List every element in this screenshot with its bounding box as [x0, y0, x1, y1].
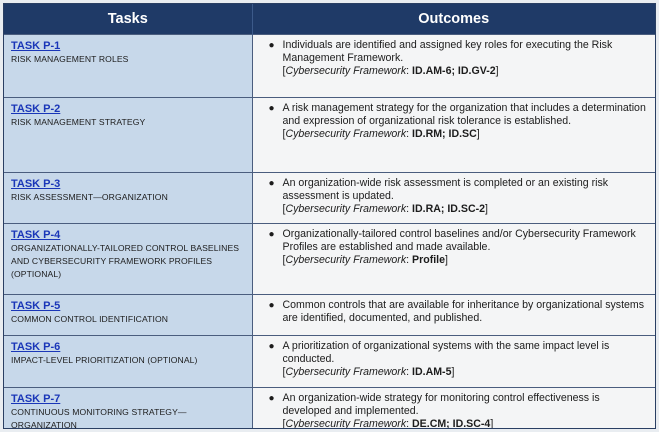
framework-codes: ID.RM; ID.SC: [412, 128, 477, 140]
table-header-row: [4, 4, 655, 35]
task-cell: [4, 98, 252, 173]
framework-label: Cybersecurity Framework: [285, 366, 407, 378]
outcome-text: Common controls that are available for inheritance by organizational systems are identified, documented, and published.: [282, 299, 645, 324]
table-row: [4, 224, 655, 295]
task-link[interactable]: TASK P-7: [11, 393, 61, 405]
outcome-item: [269, 39, 650, 78]
framework-reference: [Cybersecurity Framework: ID.RA; ID.SC-2]: [282, 203, 488, 215]
outcome-item: [269, 102, 650, 141]
outcome-item: [269, 392, 650, 429]
tasks-outcomes-table-frame: [3, 3, 656, 429]
outcome-item: [269, 340, 650, 379]
outcome-text: A prioritization of organizational systems with the same impact level is conducted.: [282, 340, 610, 365]
outcome-text: A risk management strategy for the organization that includes a determination and expression of organizational risk tolerance is established.: [282, 102, 646, 127]
outcome-text: Individuals are identified and assigned key roles for executing the Risk Management Framework.: [282, 39, 613, 64]
outcome-text: Organizationally-tailored control baselines and/or Cybersecurity Framework Profiles are established and made available.: [282, 228, 636, 253]
outcome-cell: [252, 336, 655, 388]
framework-codes: ID.AM-6; ID.GV-2: [412, 65, 496, 77]
task-cell: [4, 336, 252, 388]
task-cell: [4, 173, 252, 224]
framework-reference: [Cybersecurity Framework: ID.AM-5]: [282, 366, 455, 378]
task-name: COMMON CONTROL IDENTIFICATION: [11, 314, 169, 324]
outcome-item: [269, 177, 650, 216]
task-name: CONTINUOUS MONITORING STRATEGY—ORGANIZATION: [11, 407, 187, 429]
outcome-cell: [252, 295, 655, 336]
task-name: RISK MANAGEMENT STRATEGY: [11, 117, 146, 127]
task-name: RISK ASSESSMENT—ORGANIZATION: [11, 192, 168, 202]
task-link[interactable]: TASK P-3: [11, 178, 61, 190]
framework-reference: [Cybersecurity Framework: ID.AM-6; ID.GV-2]: [282, 65, 499, 77]
task-link[interactable]: TASK P-1: [11, 40, 61, 52]
task-cell: [4, 35, 252, 98]
outcome-item: [269, 299, 650, 325]
table-row: [4, 98, 655, 173]
task-cell: [4, 388, 252, 430]
tasks-outcomes-table: [4, 4, 655, 429]
bullet-icon: ●: [268, 40, 275, 51]
outcome-cell: [252, 388, 655, 430]
bullet-icon: ●: [268, 393, 275, 404]
bullet-icon: ●: [268, 300, 275, 311]
table-row: [4, 295, 655, 336]
framework-label: Cybersecurity Framework: [285, 254, 407, 266]
outcome-text: An organization-wide risk assessment is completed or an existing risk assessment is updated.: [282, 177, 609, 202]
table-row: [4, 173, 655, 224]
framework-reference: [Cybersecurity Framework: Profile]: [282, 254, 448, 266]
framework-label: Cybersecurity Framework: [285, 65, 407, 77]
table-row: [4, 388, 655, 430]
outcome-cell: [252, 35, 655, 98]
framework-codes: Profile: [412, 254, 445, 266]
task-link[interactable]: TASK P-6: [11, 341, 61, 353]
framework-label: Cybersecurity Framework: [285, 128, 407, 140]
bullet-icon: ●: [268, 229, 275, 240]
table-row: [4, 35, 655, 98]
outcome-cell: [252, 224, 655, 295]
outcome-item: [269, 228, 650, 267]
framework-reference: [Cybersecurity Framework: ID.RM; ID.SC]: [282, 128, 480, 140]
outcomes-column-header: Outcomes: [252, 4, 655, 35]
framework-codes: DE.CM; ID.SC-4: [412, 418, 491, 429]
bullet-icon: ●: [268, 103, 275, 114]
framework-label: Cybersecurity Framework: [285, 418, 407, 429]
task-name: ORGANIZATIONALLY-TAILORED CONTROL BASELINES AND CYBERSECURITY FRAMEWORK PROFILES (OPTIONAL): [11, 243, 240, 279]
task-name: IMPACT-LEVEL PRIORITIZATION (OPTIONAL): [11, 355, 198, 365]
outcome-cell: [252, 173, 655, 224]
framework-reference: [Cybersecurity Framework: DE.CM; ID.SC-4]: [282, 418, 494, 429]
framework-codes: ID.AM-5: [412, 366, 452, 378]
outcome-cell: [252, 98, 655, 173]
task-cell: [4, 295, 252, 336]
bullet-icon: ●: [268, 178, 275, 189]
framework-codes: ID.RA; ID.SC-2: [412, 203, 486, 215]
framework-label: Cybersecurity Framework: [285, 203, 407, 215]
task-cell: [4, 224, 252, 295]
outcome-text: An organization-wide strategy for monitoring control effectiveness is developed and implemented.: [282, 392, 600, 417]
table-row: [4, 336, 655, 388]
tasks-column-header: Tasks: [4, 4, 252, 35]
task-link[interactable]: TASK P-4: [11, 229, 61, 241]
task-name: RISK MANAGEMENT ROLES: [11, 54, 129, 64]
task-link[interactable]: TASK P-2: [11, 103, 61, 115]
task-link[interactable]: TASK P-5: [11, 300, 61, 312]
bullet-icon: ●: [268, 341, 275, 352]
